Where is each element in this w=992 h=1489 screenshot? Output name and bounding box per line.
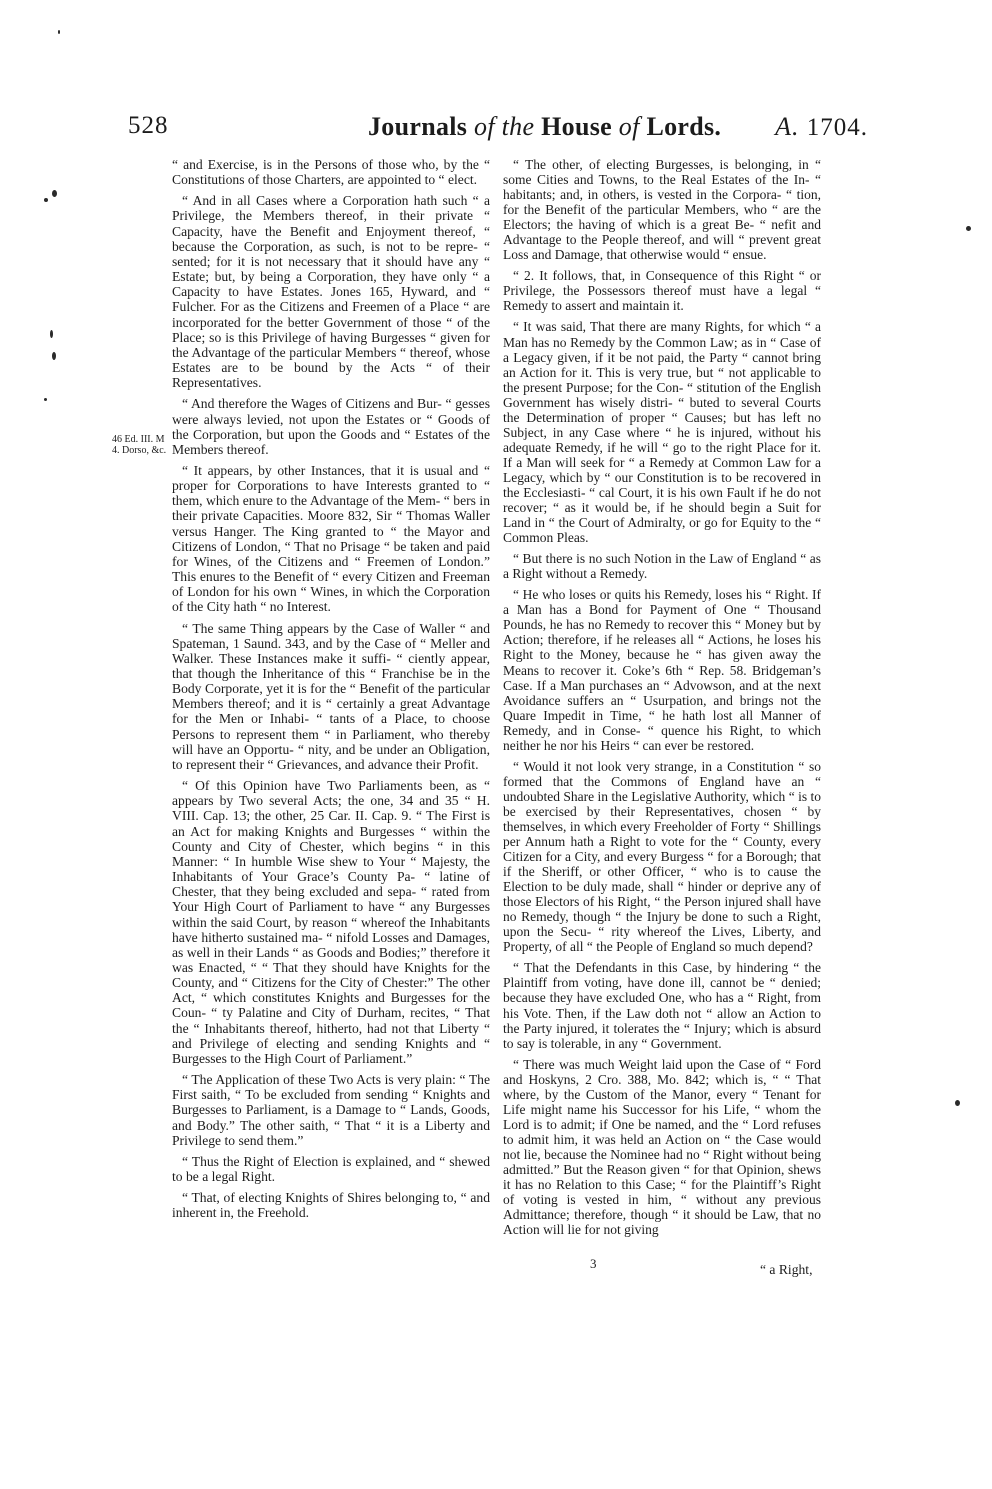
year-letter: A. [775, 112, 800, 141]
paragraph: “ But there is no such Notion in the Law of England “ as a Right without a Remedy. [503, 551, 821, 582]
ink-speck [52, 352, 56, 360]
paragraph: “ The Application of these Two Acts is very plain: “ The First saith, “ To be excluded from sending “ Knights and Burgesses to Parliament, is a Damage to “ Lands, Goods, and Body.” The other saith, “ That “ it is a Liberty and Privilege to send them.” [172, 1072, 490, 1148]
paragraph: “ It appears, by other Instances, that it is usual and “ proper for Corporations to have Interests granted to “ them, which enure to the Advantage of the Mem- “ bers in their private Capacities. Moore 832, Sir “ Thomas Waller versus Hanger. The King granted to “ the Mayor and Citizens of London, “ That no Prisage “ be taken and paid for Wines, of the Citizens and “ Freemen of London.” This enures to the Benefit of “ every Citizen and Freeman of London for his own “ Wines, in which the Corporation of the City hath “ no Interest. [172, 462, 490, 615]
ink-speck [955, 1100, 960, 1106]
title-the: the [501, 112, 535, 141]
paragraph: “ and Exercise, is in the Persons of those who, by the “ Constitutions of those Charters, are appointed to “ elect. [172, 157, 490, 188]
year-number: 1704. [806, 114, 868, 141]
title-journals: Journals [368, 112, 468, 141]
paragraph: “ It was said, That there are many Rights, for which “ a Man has no Remedy by the Common Law; as in “ Case of a Legacy given, if it be not paid, the Party “ cannot bring an Action for it. This is very true, but “ not applicable to the present Purpose; for the Con- “ stitution of the English Government has wisely distri- “ buted to several Courts the Determination of proper “ Causes; but has left no Subject, in any Case where “ he is injured, without his adequate Remedy, if he will “ go to the right Place for it. If a Man will seek for “ a Remedy at Common Law for a Legacy, which by “ our Constitution is to be recovered in the Ecclesiasti- “ cal Court, it is his own Fault if he do not recover; “ as it would be, if he should begin a Suit for Land in “ the Court of Admiralty, or go for Equity to the “ Common Pleas. [503, 319, 821, 546]
paragraph: “ Would it not look very strange, in a Constitution “ so formed that the Commons of England have an “ undoubted Share in the Legislative Authority, which “ is to be exercised by their Representatives, chosen “ by themselves, in which every Freeholder of Forty “ Shillings per Annum hath a Right to vote for the “ County, every Citizen for a City, and every Burgess “ for a Borough; that if the Sheriff, or other Officer, “ who is to cause the Election to be duly made, shall “ hinder or deprive any of those Electors of his Right, “ the Person injured shall have no Remedy, though “ the Injury be done to such a Right, upon the Secu- “ rity whereof the Lives, Liberty, and Property, of all “ the People of England so much depend? [503, 758, 821, 955]
signature-mark: 3 [590, 1256, 597, 1271]
right-column [503, 157, 821, 1243]
paragraph: “ And therefore the Wages of Citizens and Bur- “ gesses were always levied, not upon the Estates or “ Goods of the Corporation, but upon the Goods and “ Estates of the Members thereof. [172, 396, 490, 457]
title-of-2: of [618, 112, 640, 141]
paragraph: “ There was much Weight laid upon the Case of “ Ford and Hoskyns, 2 Cro. 388, Mo. 842; which is, “ “ That where, by the Custom of the Manor, every “ Tenant for Life might name his Successor for his Life, “ whom the Lord is to admit; if One be named, and the “ Lord refuses to admit him, it was held an Action on “ the Case would not lie, because the Nominee had no “ Right without being admitted.” But the Reason given “ for that Opinion, shews it has no Relation to this Case; “ for the Plaintiff’s Right of voting is vested in him, “ without any previous Admittance; therefore, though “ it should be Law, that no Action will lie for not giving [503, 1056, 821, 1238]
ink-speck [44, 398, 47, 401]
title-of: of [474, 112, 495, 141]
title-house: House [541, 112, 612, 141]
paragraph: “ And in all Cases where a Corporation hath such “ a Privilege, the Members thereof, in their private “ Capacity, have the Benefit and Enjoyment thereof, “ because the Corporation, as such, is not to be repre- “ sented; for it is not necessary that it should have any “ Estate; but, by being a Corporation, they have only “ a Capacity to have Estates. Jones 165, Hyward, and “ Fulcher. For as the Citizens and Freemen of a Place “ are incorporated for the better Government of those “ of the Place; so is this Privilege of having Burgesses “ given for the Advantage of the particular Members “ thereof, whose Estates are to be bound by the Acts “ of their Representatives. [172, 193, 490, 391]
paragraph: “ That, of electing Knights of Shires belonging to, “ and inherent in, the Freehold. [172, 1190, 490, 1221]
year-label [775, 112, 868, 142]
paragraph: “ The same Thing appears by the Case of Waller “ and Spateman, 1 Saund. 343, and by the Case of “ Meller and Walker. These Instances make it suffi- “ ciently appear, that though the Inheritance of this “ Franchise be in the Body Corporate, yet it is for the “ Benefit of the particular Members thereof; and it is “ certainly a great Advantage for the Men or Inhabi- “ tants of a Place, to choose Persons to represent them “ in Parliament, who thereby will have an Opportu- “ nity, and be under an Obligation, to represent their “ Grievances, and advance their Profit. [172, 620, 490, 772]
catchword: “ a Right, [760, 1262, 813, 1277]
page-header [128, 112, 868, 152]
left-column [172, 157, 490, 1226]
paragraph: “ Of this Opinion have Two Parliaments been, as “ appears by Two several Acts; the one, 34 and 35 “ H. VIII. Cap. 13; the other, 25 Car. II. Cap. 9. “ The First is an Act for making Knights and Burgesses “ within the County and City of Chester, which begins “ in this Manner: “ In humble Wise shew to Your “ Majesty, the Inhabitants of Your Grace’s County Pa- “ latine of Chester, that they being excluded and sepa- “ rated from Your High Court of Parliament to have “ any Burgesses within the said Court, by reason “ whereof the Inhabitants have hitherto sustained ma- “ nifold Losses and Damages, as well in their Lands “ as Goods and Bodies;” therefore it was Enacted, “ “ That they should have Knights for the County, and “ Citizens for the City of Chester:” The other Act, “ which constitutes Knights and Burgesses for the Coun- “ ty Palatine and City of Durham, recites, “ That the “ Inhabitants thereof, hitherto, had not that Liberty “ and Privilege of electing and sending Knights and “ Burgesses to the High Court of Parliament.” [172, 778, 490, 1066]
ink-speck [58, 30, 60, 34]
ink-speck [50, 330, 53, 338]
paragraph: “ That the Defendants in this Case, by hindering “ the Plaintiff from voting, have done ill, cannot be “ denied; because they have excluded One, who has a “ Right, from his Vote. Then, if the Law doth not “ allow an Action to the Party injured, it tolerates the “ Injury; which is absurd to say is tolerable, in any “ Government. [503, 960, 821, 1051]
running-title [368, 112, 721, 142]
ink-speck [52, 190, 57, 197]
paragraph: “ He who loses or quits his Remedy, loses his “ Right. If a Man has a Bond for Payment of One “ Thousand Pounds, he has no Remedy to recover this “ Money but by Action; therefore, if he releases all “ Actions, he loses his Right to the Money, because he “ has given away the Means to recover it. Coke’s 6th “ Rep. 58. Bridgeman’s Case. If a Man purchases an “ Advowson, and at the next Avoidance suffers an “ Usurpation, and brings not the Quare Impedit in Time, “ he hath lost all Manner of Remedy, and in Conse- “ quence his Right, to which neither he nor his Heirs “ can ever be restored. [503, 587, 821, 753]
ink-speck [44, 198, 48, 202]
title-lords: Lords. [646, 112, 722, 141]
paragraph: “ 2. It follows, that, in Consequence of this Right “ or Privilege, the Possessors thereof must have a legal “ Remedy to assert and maintain it. [503, 268, 821, 314]
page-number: 528 [128, 112, 169, 139]
paragraph: “ The other, of electing Burgesses, is belonging, in “ some Cities and Towns, to the Real Estates of the In- “ habitants; and, in others, is vested in the Corpora- “ tion, for the Benefit of the particular Members, who “ are the Electors; the having of which is a great Be- “ nefit and Advantage to the People thereof, and will “ prevent great Loss and Damage, that otherwise would “ ensue. [503, 157, 821, 263]
paragraph: “ Thus the Right of Election is explained, and “ shewed to be a legal Right. [172, 1153, 490, 1184]
ink-speck [966, 226, 971, 231]
margin-note: 46 Ed. III. M 4. Dorso, &c. [112, 434, 167, 456]
